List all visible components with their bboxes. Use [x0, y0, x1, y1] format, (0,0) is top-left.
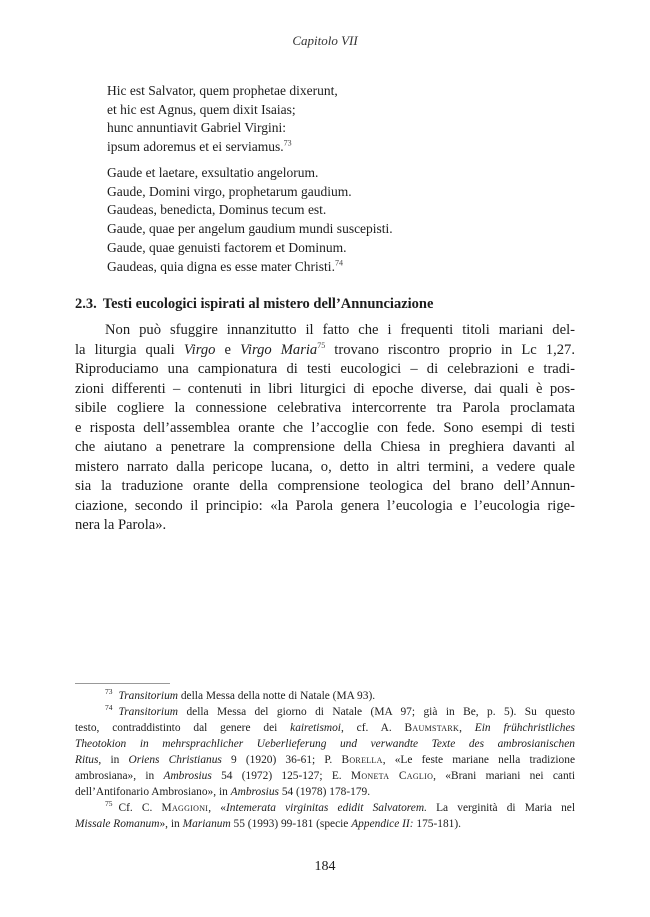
body-line: Non può sfuggire innanzitutto il fatto che i frequenti titoli mariani del-: [105, 322, 575, 338]
body-line: sia la traduzione orante della comprensione teologica del brano dell’Annun-: [75, 478, 575, 494]
page-number: 184: [314, 859, 336, 874]
body-line: Riproduciamo una campionatura di testi eucologici – di celebrazioni e tradi-: [75, 361, 575, 377]
verse-line: Gaude, quae per angelum gaudium mundi suscepisti.: [107, 221, 393, 237]
footnote-75: $^{75}$ Cf. C. Maggioni, «Intemerata virginitas edidit Salvatorem. La verginità di Maria nel: [105, 799, 575, 814]
body-line: la liturgia quali Virgo e Virgo Maria$^{75}$ trovano riscontro proprio in Lc 1,27.: [75, 340, 575, 358]
body-line: sibile cogliere la connessione celebrativa intercorrente tra Parola proclamata: [75, 400, 575, 416]
body-line: mistero narrato dalla pericope lucana, o, detto in altri termini, a vedere quale: [75, 458, 575, 475]
footnote-ref-74[interactable]: 74: [334, 258, 343, 268]
footnote-73: $^{73}$ Transitorium della Messa della notte di Natale (MA 93).: [105, 687, 376, 702]
section-title: Testi eucologici ispirati al mistero dell’Annunciazione: [102, 296, 434, 312]
footnote-line: ambrosiana», in Ambrosius 54 (1972) 125-127; E. Moneta Caglio, «Brani mariani nei canti: [75, 770, 575, 782]
verse-line: Gaudeas, benedicta, Dominus tecum est.: [107, 202, 327, 218]
body-line: che aiutano a penetrare la comprensione della Chiesa in preghiera davanti al: [75, 439, 575, 455]
running-head: Capitolo VII: [292, 33, 358, 48]
footnote-separator: [75, 683, 170, 684]
verse-line: ipsum adoremus et ei serviamus.$^{73}$: [107, 138, 292, 155]
verse-line: Gaudeas, quia digna es esse mater Christi.$^{74}$: [107, 258, 343, 274]
body-line: ciazione, secondo il principio: «la Parola genera l’eucologia e l’eucologia rige-: [75, 497, 575, 514]
footnote-line: testo, contraddistinto dal genere dei kairetismoi, cf. A. Baumstark, Ein frühchristliches: [75, 722, 575, 734]
body-line: nera la Parola».: [75, 517, 167, 533]
section-heading: [75, 296, 575, 313]
latin-verse-block-2: [107, 164, 393, 276]
footnote-line: Theotokion in mehrsprachlicher Ueberlieferung und verwandte Texte des ambrosianischen: [75, 738, 575, 750]
verse-line: Gaude et laetare, exsultatio angelorum.: [107, 165, 319, 180]
body-line: zioni differenti – contenuti in libri liturgici di epoche diverse, dai quali è pos-: [75, 380, 575, 397]
latin-verse-block-1: [107, 82, 338, 157]
footnote-line: Missale Romanum», in Marianum 55 (1993) 99-181 (specie Appendice II: 175-181).: [75, 818, 461, 830]
footnote-line: Ritus, in Oriens Christianus 9 (1920) 36-61; P. Borella, «Le feste mariane nella tradizione: [75, 754, 575, 766]
section-number: 2.3.: [75, 296, 97, 312]
verse-line: hunc annuntiavit Gabriel Virgini:: [107, 120, 287, 136]
footnote-line: dell’Antifonario Ambrosiano», in Ambrosius 54 (1978) 178-179.: [75, 786, 371, 798]
body-line: e risposta dell’assemblea orante che l’accoglie con fede. Sono esempi di testi: [75, 419, 575, 436]
footnote-ref-75[interactable]: 75: [317, 340, 326, 350]
footnote-ref-73[interactable]: 73: [283, 138, 292, 148]
footnote-74: $^{74}$ Transitorium della Messa del giorno di Natale (MA 97; già in Be, p. 5). Su questo: [105, 703, 575, 718]
footnotes: [75, 688, 575, 832]
verse-line: et hic est Agnus, quem dixit Isaias;: [107, 101, 296, 117]
verse-line: Hic est Salvator, quem prophetae dixerunt,: [107, 83, 338, 98]
body-paragraph: [75, 321, 575, 536]
verse-line: Gaude, Domini virgo, prophetarum gaudium.: [107, 183, 352, 199]
verse-line: Gaude, quae genuisti factorem et Dominum.: [107, 239, 347, 255]
